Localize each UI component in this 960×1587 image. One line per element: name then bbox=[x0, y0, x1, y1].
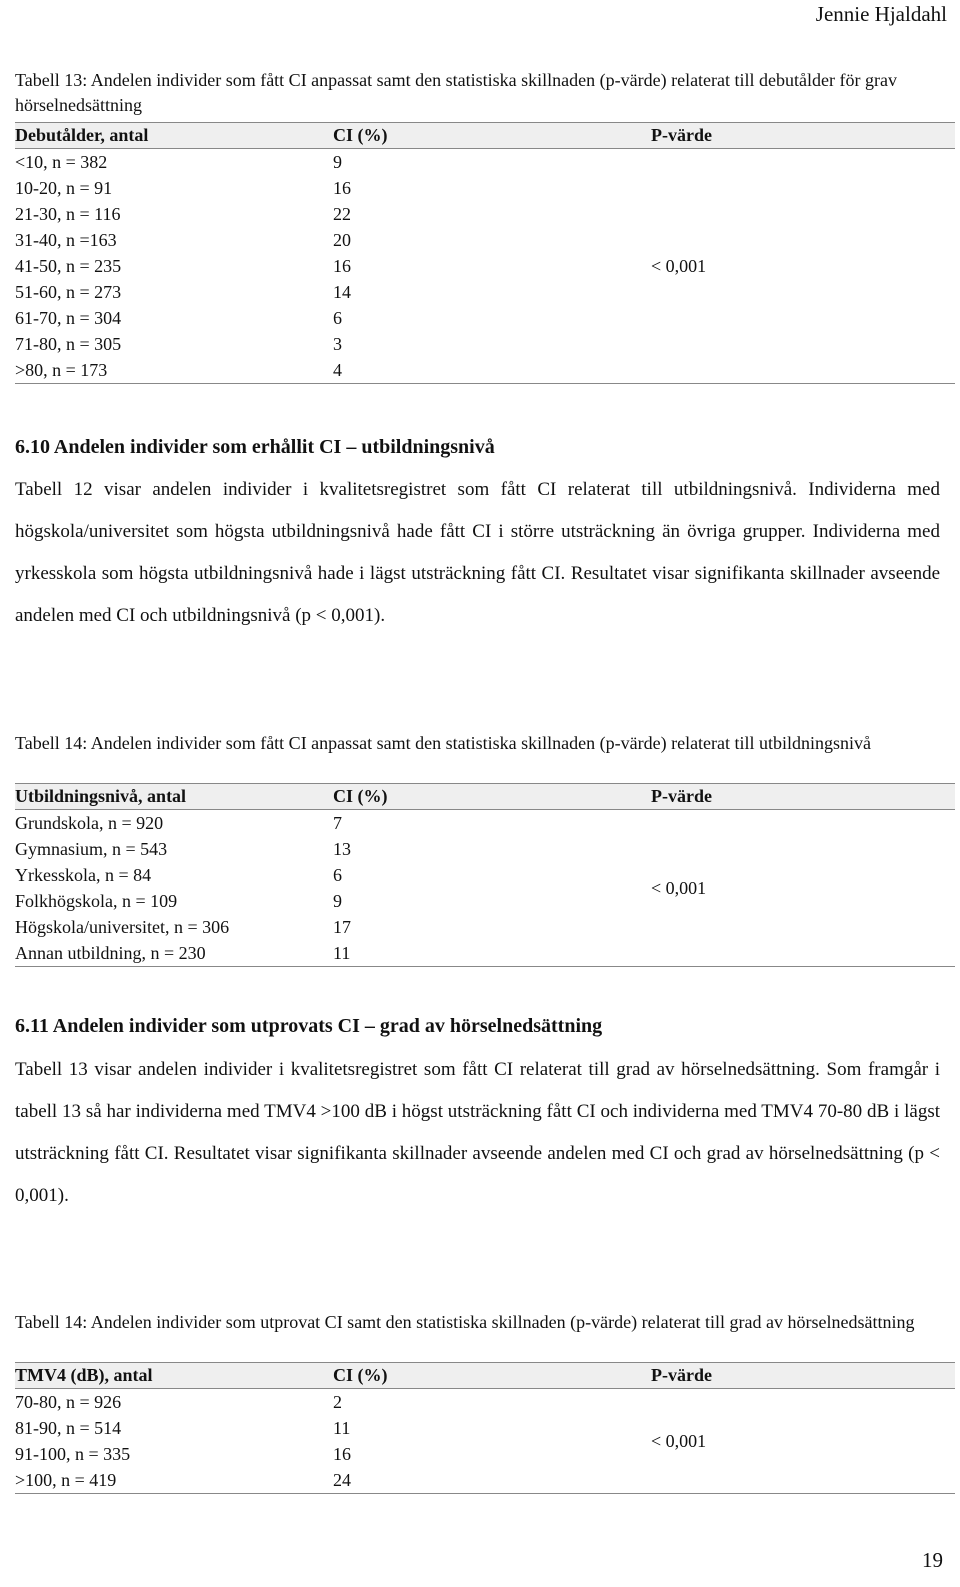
table14b-header-pvalue: P-värde bbox=[651, 1363, 955, 1389]
row-label: 81-90, n = 514 bbox=[15, 1417, 122, 1438]
table14b-header-group: TMV4 (dB), antal bbox=[15, 1363, 333, 1389]
row-label: <10, n = 382 bbox=[15, 151, 108, 172]
table14a bbox=[15, 783, 955, 967]
table-row bbox=[15, 810, 955, 837]
row-label: Annan utbildning, n = 230 bbox=[15, 942, 206, 963]
row-ci: 13 bbox=[333, 838, 351, 859]
table14b-pvalue: < 0,001 bbox=[651, 1430, 707, 1451]
row-ci: 16 bbox=[333, 255, 351, 276]
row-ci: 14 bbox=[333, 281, 351, 302]
row-label: 51-60, n = 273 bbox=[15, 281, 122, 302]
row-ci: 20 bbox=[333, 229, 351, 250]
row-label: 91-100, n = 335 bbox=[15, 1443, 131, 1464]
table-row bbox=[15, 1389, 955, 1416]
row-ci: 9 bbox=[333, 890, 342, 911]
section-6-10-heading: 6.10 Andelen individer som erhållit CI – utbildningsnivå bbox=[15, 436, 495, 458]
table13-header-ci: CI (%) bbox=[333, 123, 651, 149]
table13 bbox=[15, 122, 955, 384]
row-label: Grundskola, n = 920 bbox=[15, 812, 164, 833]
row-ci: 17 bbox=[333, 916, 351, 937]
row-ci: 2 bbox=[333, 1391, 342, 1412]
section-6-11-paragraph: Tabell 13 visar andelen individer i kvalitetsregistret som fått CI relaterat till grad av hörselnedsättning. Som framgår i tabell 13 så har individerna med TMV4 >100 dB i högst utsträckning fått CI och individerna med TMV4 70-80 dB i lägst utsträckning fått CI. Resultatet visar signifikanta skillnader avseende andelen med CI och grad av hörselnedsättning (p < 0,001). bbox=[15, 1059, 940, 1206]
row-ci: 9 bbox=[333, 151, 342, 172]
table14b-caption: Tabell 14: Andelen individer som utprovat CI samt den statistiska skillnaden (p-värde) relaterat till grad av hörselnedsättning bbox=[15, 1312, 915, 1332]
row-ci: 3 bbox=[333, 333, 342, 354]
section-6-11-heading: 6.11 Andelen individer som utprovats CI – grad av hörselnedsättning bbox=[15, 1015, 603, 1037]
row-label: 31-40, n =163 bbox=[15, 229, 117, 250]
row-ci: 16 bbox=[333, 1443, 351, 1464]
table13-pvalue: < 0,001 bbox=[651, 255, 707, 276]
row-ci: 16 bbox=[333, 177, 351, 198]
page-number: 19 bbox=[922, 1548, 943, 1572]
row-label: 10-20, n = 91 bbox=[15, 177, 113, 198]
table14b-header-ci: CI (%) bbox=[333, 1363, 651, 1389]
table14a-header-pvalue: P-värde bbox=[651, 784, 955, 810]
row-ci: 11 bbox=[333, 942, 351, 963]
row-label: >100, n = 419 bbox=[15, 1469, 117, 1490]
row-label: 71-80, n = 305 bbox=[15, 333, 122, 354]
row-label: Folkhögskola, n = 109 bbox=[15, 890, 178, 911]
row-label: 70-80, n = 926 bbox=[15, 1391, 122, 1412]
table13-header-pvalue: P-värde bbox=[651, 123, 955, 149]
table-row bbox=[15, 149, 955, 176]
section-6-10-paragraph: Tabell 12 visar andelen individer i kvalitetsregistret som fått CI relaterat till utbildningsnivå. Individerna med högskola/universitet som högsta utbildningsnivå hade fått CI i större utsträckning än övriga grupper. Individerna med yrkesskola som högsta utbildningsnivå hade i lägst utsträckning fått CI. Resultatet visar signifikanta skillnader avseende andelen med CI och utbildningsnivå (p < 0,001). bbox=[15, 479, 940, 626]
row-label: 21-30, n = 116 bbox=[15, 203, 121, 224]
row-label: >80, n = 173 bbox=[15, 359, 108, 380]
row-label: 61-70, n = 304 bbox=[15, 307, 122, 328]
table13-header-group: Debutålder, antal bbox=[15, 123, 333, 149]
table13-caption: Tabell 13: Andelen individer som fått CI anpassat samt den statistiska skillnaden (p-värde) relaterat till debutålder för grav hörselnedsättning bbox=[15, 70, 897, 115]
row-label: Högskola/universitet, n = 306 bbox=[15, 916, 230, 937]
row-label: Gymnasium, n = 543 bbox=[15, 838, 168, 859]
row-ci: 7 bbox=[333, 812, 342, 833]
header-author: Jennie Hjaldahl bbox=[815, 2, 947, 26]
row-ci: 11 bbox=[333, 1417, 351, 1438]
table14a-header-group: Utbildningsnivå, antal bbox=[15, 784, 333, 810]
table14a-pvalue: < 0,001 bbox=[651, 877, 707, 898]
row-ci: 6 bbox=[333, 864, 342, 885]
row-label: 41-50, n = 235 bbox=[15, 255, 122, 276]
row-ci: 6 bbox=[333, 307, 342, 328]
row-ci: 4 bbox=[333, 359, 342, 380]
row-ci: 24 bbox=[333, 1469, 351, 1490]
row-ci: 22 bbox=[333, 203, 351, 224]
table14a-caption: Tabell 14: Andelen individer som fått CI anpassat samt den statistiska skillnaden (p-värde) relaterat till utbildningsnivå bbox=[15, 733, 872, 753]
row-label: Yrkesskola, n = 84 bbox=[15, 864, 152, 885]
table14a-header-ci: CI (%) bbox=[333, 784, 651, 810]
table14b bbox=[15, 1362, 955, 1494]
